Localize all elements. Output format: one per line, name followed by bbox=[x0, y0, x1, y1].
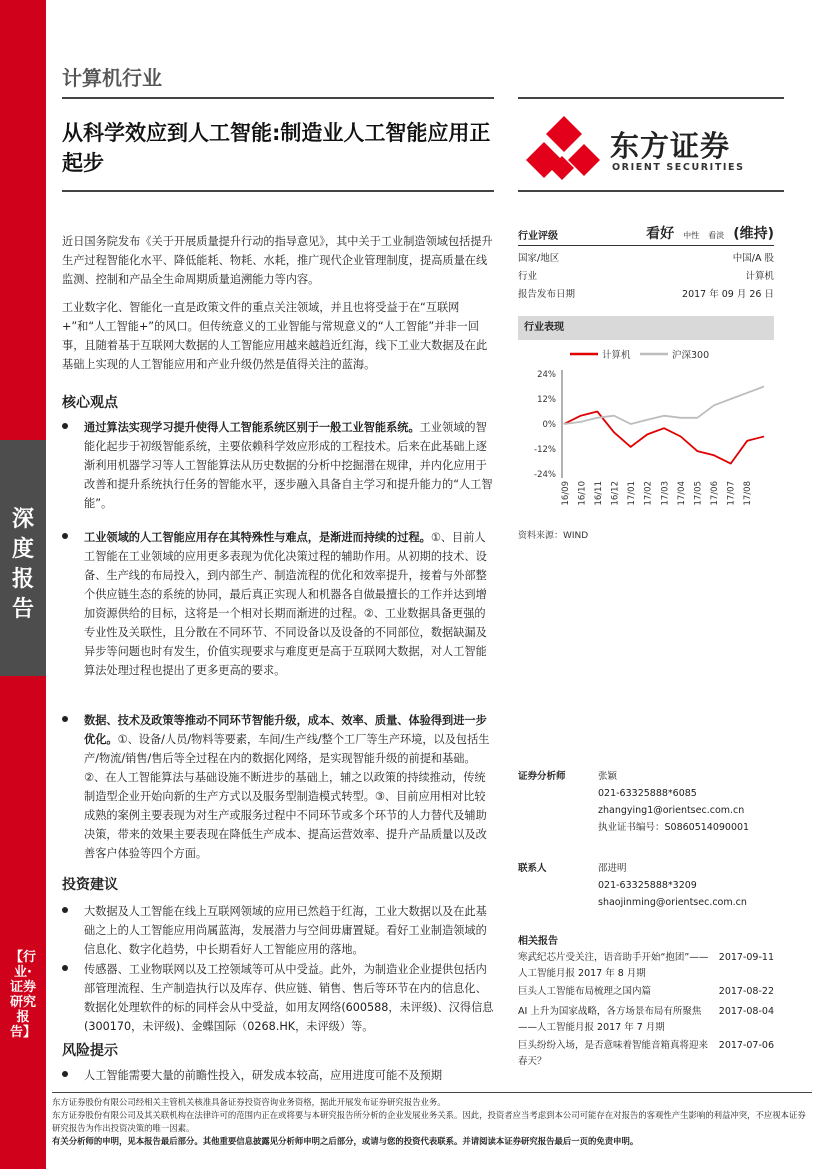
rating-row-industry: 行业 计算机 bbox=[518, 271, 774, 282]
invest-bullet-1: 大数据及人工智能在线上互联网领域的应用已然趋于红海，工业大数据以及在此基础之上的人工智能应用尚属蓝海，发展潜力与空间毋庸置疑。看好工业制造领域的信息化、数字化趋势，中长期看好人工智能应用的落地。 bbox=[62, 902, 494, 959]
intro-paragraph-1: 近日国务院发布《关于开展质量提升行动的指导意见》，其中关于工业制造领域包括提升生产过程智能化水平、降低能耗、物耗、水耗，推广现代企业管理制度，提高质量在线监测、控制和产品全生命周期质量追溯能力等内容。 bbox=[62, 235, 493, 286]
report-type-label: 深度报告 bbox=[11, 507, 34, 622]
rating-table bbox=[518, 223, 774, 304]
y-tick-label: -24% bbox=[534, 470, 556, 480]
related-item[interactable]: 巨头人工智能布局梳理之国内篇 2017-08-22 bbox=[518, 986, 774, 997]
x-tick-label: 17/08 bbox=[743, 481, 753, 506]
analyst-cert: 执业证书编号：S0860514090001 bbox=[598, 822, 750, 833]
industry-performance-chart bbox=[518, 344, 774, 524]
x-tick-label: 17/07 bbox=[726, 481, 737, 506]
logo-cn: 东方证券 bbox=[610, 129, 731, 163]
title-rule-right bbox=[518, 190, 784, 192]
x-tick-label: 16/10 bbox=[577, 481, 588, 506]
contact-block: 联系人 邵进明 021-63325888*3209 shaojinming@orientsec.com.cn bbox=[518, 860, 774, 911]
footer-rule bbox=[52, 1092, 812, 1093]
rating-row: 行业评级 看好 中性 看淡 (维持) bbox=[518, 223, 774, 246]
y-tick-label: 24% bbox=[537, 370, 556, 380]
related-item[interactable]: AI 上升为国家战略，各方场景布局有所聚焦——人工智能月报 2017 年 7 月期 2017-08-04 bbox=[518, 1006, 774, 1033]
bullet-dot-icon bbox=[62, 965, 68, 971]
header-rule-right bbox=[518, 97, 784, 99]
related-header: 相关报告 bbox=[518, 936, 558, 947]
related-list bbox=[518, 950, 774, 1072]
x-tick-label: 16/12 bbox=[610, 481, 621, 506]
core-bullet-2: 工业领域的人工智能应用存在其特殊性与难点，是渐进而持续的过程。①、目前人工智能在工业领域的应用更多表现为优化决策过程的辅助作用。从初期的技术、设备、生产线的布局投入，到内部生产、制造流程的优化和效率提升，接着与外部整个供应链生态的系统的协同，最后真正实现人和机器各自做最擅长的工作并达到增加资源供给的目标，这将是一个相对长期而渐进的过程。②、工业数据具备更强的专业性及关联性，且分散在不同环节、不同设备以及设备的不同部位，数据缺漏及异步等问题也时有发生，价值实现要求与难度更是高于互联网大数据，对人工智能算法处理过程也提出了更多更高的要求。 bbox=[62, 528, 494, 680]
footer-disclaimer: 东方证券股份有限公司经相关主管机关核准具备证券投资咨询业务资格，据此开展发布证券研究报告业务。 东方证券股份有限公司及其关联机构在法律许可的范围内正在或将要与本研究报告所分析的企业发展业务关系。因此，投资者应当考虑到本公司可能存在对报告的客观性产生影响的利益冲突，不应视本证券研究报告为作出投资决策的唯一因素。 有关分析师的申明，见本报告最后部分。其他重要信息披露见分析师申明之后部分，或请与您的投资代表联系。并请阅读本证券研究报告最后一页的免责申明。 bbox=[52, 1097, 806, 1146]
x-tick-label: 17/05 bbox=[693, 481, 704, 506]
legend-label: 沪深300 bbox=[672, 350, 710, 361]
core-heading: 核心观点 bbox=[62, 395, 118, 411]
rating-status: (维持) bbox=[733, 226, 774, 242]
contact-email[interactable]: shaojinming@orientsec.com.cn bbox=[598, 897, 747, 908]
rating-value: 看好 bbox=[646, 226, 675, 242]
bullet-dot-icon bbox=[62, 533, 68, 539]
analyst-block: 证券分析师 张颖 021-63325888*6085 zhangying1@orientsec.com.cn 执业证书编号：S0860514090001 bbox=[518, 768, 774, 836]
core-bullet-3: 数据、技术及政策等推动不同环节智能升级，成本、效率、质量、体验得到进一步优化。①、设备/人员/物料等要素，车间/生产线/整个工厂等生产环境，以及包括生产/物流/销售/售后等全过程在内的数据化网络，是实现智能升级的前提和基础。②、在人工智能算法与基础设施不断进步的基础上，辅之以政策的持续推动，传统制造型企业开始向新的生产方式以及服务型制造模式转型。③、目前应用相对比较成熟的案例主要表现为对生产或服务过程中不同环节或多个环节的人力替代及辅助决策，带来的效果主要表现在降低生产成本、提高运营效率、提升产品质量以及改善客户体验等四个方面。 bbox=[62, 711, 494, 863]
logo-mark-icon bbox=[524, 110, 604, 185]
report-title: 从科学效应到人工智能:制造业人工智能应用正起步 bbox=[62, 121, 491, 175]
y-tick-label: 0% bbox=[542, 420, 556, 430]
perf-header: 行业表现 bbox=[518, 316, 774, 340]
rating-row-date: 报告发布日期 2017 年 09 月 26 日 bbox=[518, 289, 774, 300]
industry-title: 计算机行业 bbox=[62, 66, 162, 90]
contact-name: 邵进明 bbox=[598, 863, 627, 874]
related-item[interactable]: 寒武纪芯片受关注，语音助手开始“抱团”——人工智能月报 2017 年 8 月期 2017-09-11 bbox=[518, 952, 774, 979]
core-bullet-1: 通过算法实现学习提升使得人工智能系统区别于一般工业智能系统。工业领域的智能化起步于初级智能系统，主要依赖科学效应形成的工程技术。后来在此基础上逐渐利用机器学习等人工智能算法从历史数据的分析中挖掘潜在规律，并内化应用于改善和提升系统执行任务的智能水平，逐步融入具备自主学习和提升能力的“人工智能”。 bbox=[62, 418, 494, 513]
invest-heading: 投资建议 bbox=[62, 877, 118, 893]
x-tick-label: 17/01 bbox=[627, 481, 638, 506]
invest-bullet-2: 传感器、工业物联网以及工控领域等可从中受益。此外，为制造业企业提供包括内部管理流程、生产制造执行以及库存、供应链、销售、售后等环节在内的信息化、数据化处理软件的标的同样会从中受益，如用友网络(600588，未评级)、汉得信息(300170，未评级)、金蝶国际（0268.HK，未评级）等。 bbox=[62, 960, 494, 1036]
x-tick-label: 17/03 bbox=[660, 481, 671, 506]
bullet-dot-icon bbox=[62, 907, 68, 913]
logo-en: ORIENT SECURITIES bbox=[612, 162, 745, 173]
y-tick-label: -12% bbox=[534, 445, 556, 455]
risk-bullet-1: 人工智能需要大量的前瞻性投入，研发成本较高，应用进度可能不及预期 bbox=[62, 1066, 494, 1085]
x-tick-label: 17/04 bbox=[676, 481, 687, 506]
rating-row-region: 国家/地区 中国/A 股 bbox=[518, 253, 774, 264]
bullet-dot-icon bbox=[62, 423, 68, 429]
y-tick-label: 12% bbox=[537, 395, 556, 405]
bullet-dot-icon bbox=[62, 1071, 68, 1077]
contact-phone: 021-63325888*3209 bbox=[598, 880, 697, 891]
x-tick-label: 17/02 bbox=[643, 481, 654, 506]
analyst-email[interactable]: zhangying1@orientsec.com.cn bbox=[598, 805, 745, 816]
related-item[interactable]: 巨头纷纷入场，是否意味着智能音箱真将迎来春天？ 2017-07-06 bbox=[518, 1040, 774, 1067]
title-rule bbox=[62, 190, 494, 192]
chart-source: 资料来源：WIND bbox=[518, 531, 589, 541]
analyst-phone: 021-63325888*6085 bbox=[598, 788, 697, 799]
bullet-dot-icon bbox=[62, 716, 68, 722]
analyst-name: 张颖 bbox=[598, 771, 618, 782]
risk-heading: 风险提示 bbox=[62, 1043, 118, 1059]
intro-paragraph-2: 工业数字化、智能化一直是政策文件的重点关注领域，并且也将受益于在“互联网+”和“人工智能+”的风口。但传统意义的工业智能与常规意义的“人工智能”并非一回事，且随着基于互联网大数据的人工智能应用越来越趋近红海，线下工业大数据及在此基础上实现的人工智能应用和产业升级仍然是值得关注的蓝海。 bbox=[62, 301, 488, 371]
header-rule bbox=[62, 97, 494, 99]
company-logo bbox=[524, 110, 784, 185]
footer-tag-label: 【行业·证券研究报告】 bbox=[10, 950, 37, 1040]
legend-label: 计算机 bbox=[602, 350, 631, 361]
x-tick-label: 16/09 bbox=[561, 481, 571, 506]
x-tick-label: 17/06 bbox=[709, 481, 720, 506]
series-line bbox=[564, 387, 764, 425]
x-tick-label: 16/11 bbox=[594, 481, 605, 506]
